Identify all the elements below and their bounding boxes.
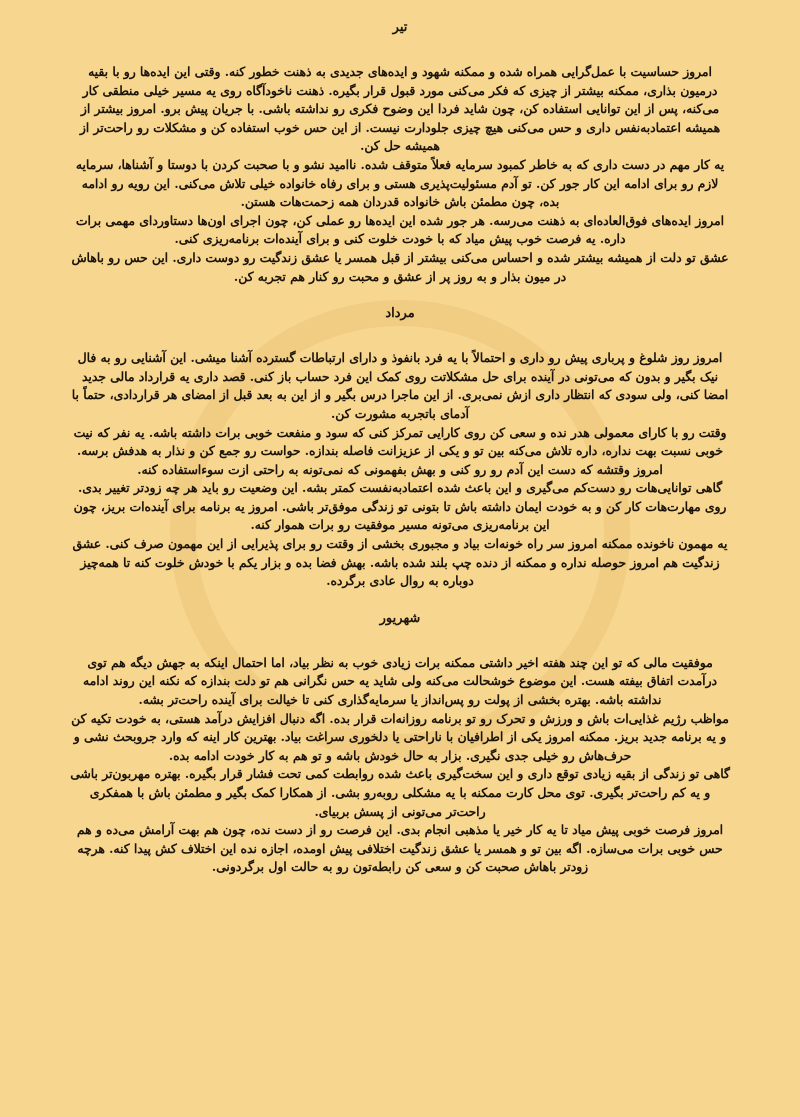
paragraph: گاهی تو زندگی از بقیه زیادی توقع داری و این سخت‌گیری باعث شده روابطت کمی تحت فشار قرار بگیره. بهتره مهربون‌تر باشی و یه کم راحت‌تر بگیری. توی محل کارت ممکنه با یه مشکلی روبه‌رو بشی. از همکارا کمک بگیر و مطمئن باش با همفکری راحت‌تر می‌تونی از پسش بربیای. — [70, 766, 730, 819]
paragraph: گاهی توانایی‌هات رو دست‌کم می‌گیری و این باعث شده اعتمادبه‌نفست کمتر بشه. این وضعیت رو باید هر چه زودتر تغییر بدی. روی مهارت‌هات کار کن و به خودت ایمان داشته باش تا بتونی تو زندگی موفق‌تر باشی. امروز یه برنامه برای آینده‌ات بریز، چون این برنامه‌ریزی می‌تونه مسیر موفقیت رو برات هموار کنه. — [73, 480, 727, 533]
paragraph: امروز حساسیت با عمل‌گرایی همراه شده و ممکنه شهود و ایده‌های جدیدی به ذهنت خطور کنه. وقتی این ایده‌ها رو با بقیه درمیون بذاری، ممکنه بیشتر از چیزی که فکر می‌کنی مورد قبول قرار بگیره. ذهنت ناخودآگاه روی یه مسیر خیلی منطقی کار می‌کنه، پس از این توانایی استفاده کن، چون شاید فردا این وضوح فکری رو نداشته باشی. با جریان پیش برو. امروز بیشتر از همیشه اعتمادبه‌نفس داری و حس می‌کنی هیچ چیزی جلودارت نیست. از این حس خوب استفاده کن و مشکلات رو راحت‌تر از همیشه حل کن. — [79, 64, 721, 154]
paragraph: یه کار مهم در دست داری که به خاطر کمبود سرمایه فعلاً متوقف شده. ناامید نشو و با صحبت کردن با دوستا و آشناها، سرمایه لازم رو برای ادامه این کار جور کن. تو آدم مسئولیت‌پذیری هستی و برای رفاه خانواده خیلی تلاش می‌کنی. این رویه رو ادامه بده، چون مطمئن باش خانواده قدردان همه زحمت‌هات هستن. — [75, 156, 725, 210]
section-shahrivar — [70, 611, 730, 877]
paragraph: امروز روز شلوغ و پرباری پیش رو داری و احتمالاً با یه فرد بانفوذ و دارای ارتباطات گسترده آشنا میشی. این آشنایی رو به فال نیک بگیر و بدون که می‌تونی در آینده برای حل مشکلاتت روی کمک این فرد حساب باز کنی. قصد داری یه قرارداد مالی جدید امضا کنی، ولی سودی که انتظار داری ازش نمی‌بری. از این ماجرا درس بگیر و از این به بعد قبل از امضای هر قراردادی، حتماً با آدمای باتجربه مشورت کن. — [71, 350, 729, 421]
section-mordad — [70, 306, 730, 591]
paragraph: امروز فرصت خوبی پیش میاد تا یه کار خیر یا مذهبی انجام بدی. این فرصت رو از دست نده، چون هم بهت آرامش می‌ده و هم حس خوبی برات می‌سازه. اگه بین تو و همسر یا عشق زندگیت اختلافی پیش اومده، اجازه نده این اختلاف کش پیدا کنه. هرچه زودتر باهاش صحبت کن و سعی کن رابطه‌تون رو به حالت اول برگردونی. — [76, 822, 724, 875]
paragraph: عشق تو دلت از همیشه بیشتر شده و احساس می‌کنی بیشتر از قبل همسر یا عشق زندگیت رو دوست داری. این حس رو باهاش در میون بذار و به روز پر از عشق و محبت رو کنار هم تجربه کن. — [71, 249, 729, 284]
section-title: مرداد — [385, 306, 415, 322]
section-tir — [70, 20, 730, 286]
paragraph: مواظب رژیم غذایی‌ات باش و ورزش و تحرک رو تو برنامه روزانه‌ات قرار بده. اگه دنبال افزایش درآمد هستی، به خودت تکیه کن و یه برنامه جدید بریز. ممکنه امروز یکی از اطرافیان با ناراحتی یا دلخوری سراغت بیاد. بهترین کار اینه که وارد جروبحث نشی و حرف‌هاش رو خیلی جدی نگیری. بزار به حال خودش باشه و تو هم به کار خودت ادامه بده. — [71, 710, 729, 763]
paragraph: موفقیت مالی که تو این چند هفته اخیر داشتی ممکنه برات زیادی خوب به نظر بیاد، اما احتمال اینکه به جهش دیگه هم توی درآمدت اتفاق بیفته هست. این موضوع خوشحالت می‌کنه ولی شاید یه حس نگرانی هم تو دلت بندازه که نکنه این روند ادامه نداشته باشه. بهتره بخشی از پولت رو پس‌انداز یا سرمایه‌گذاری کنی تا خیالت برای آینده راحت‌تر بشه. — [83, 654, 717, 708]
paragraph: وقتت رو با کارای معمولی هدر نده و سعی کن روی کارایی تمرکز کنی که سود و منفعت خوبی برات داشته باشه. یه نفر که نیت خوبی نسبت بهت نداره، داره تلاش می‌کنه بین تو و یکی از عزیزانت فاصله بندازه. حواست رو جمع کن و نذار به هدفش برسه. امروز وقتشه که دست این آدم رو رو کنی و بهش بفهمونی که نمی‌تونه به راحتی ازت سوءاستفاده کنه. — [73, 424, 727, 477]
paragraph: امروز ایده‌های فوق‌العاده‌ای به ذهنت می‌رسه. هر جور شده این ایده‌ها رو عملی کن، چون اجرای اون‌ها دستاوردای مهمی برات داره. یه فرصت خوب پیش میاد که با خودت خلوت کنی و برای آینده‌ات برنامه‌ریزی کنی. — [75, 212, 725, 247]
paragraph: یه مهمون ناخونده ممکنه امروز سر راه خونه‌ات بیاد و مجبوری بخشی از وقتت رو برای پذیرایی از این مهمون صرف کنی. عشق زندگیت هم امروز حوصله نداره و ممکنه از دنده چپ بلند شده باشه. بهش فضا بده و بزار یکم با خودش خلوت کنه تا همه‌چیز دوباره به روال عادی برگرده. — [72, 536, 728, 589]
section-title: شهریور — [379, 610, 421, 626]
section-title: تیر — [392, 20, 408, 35]
